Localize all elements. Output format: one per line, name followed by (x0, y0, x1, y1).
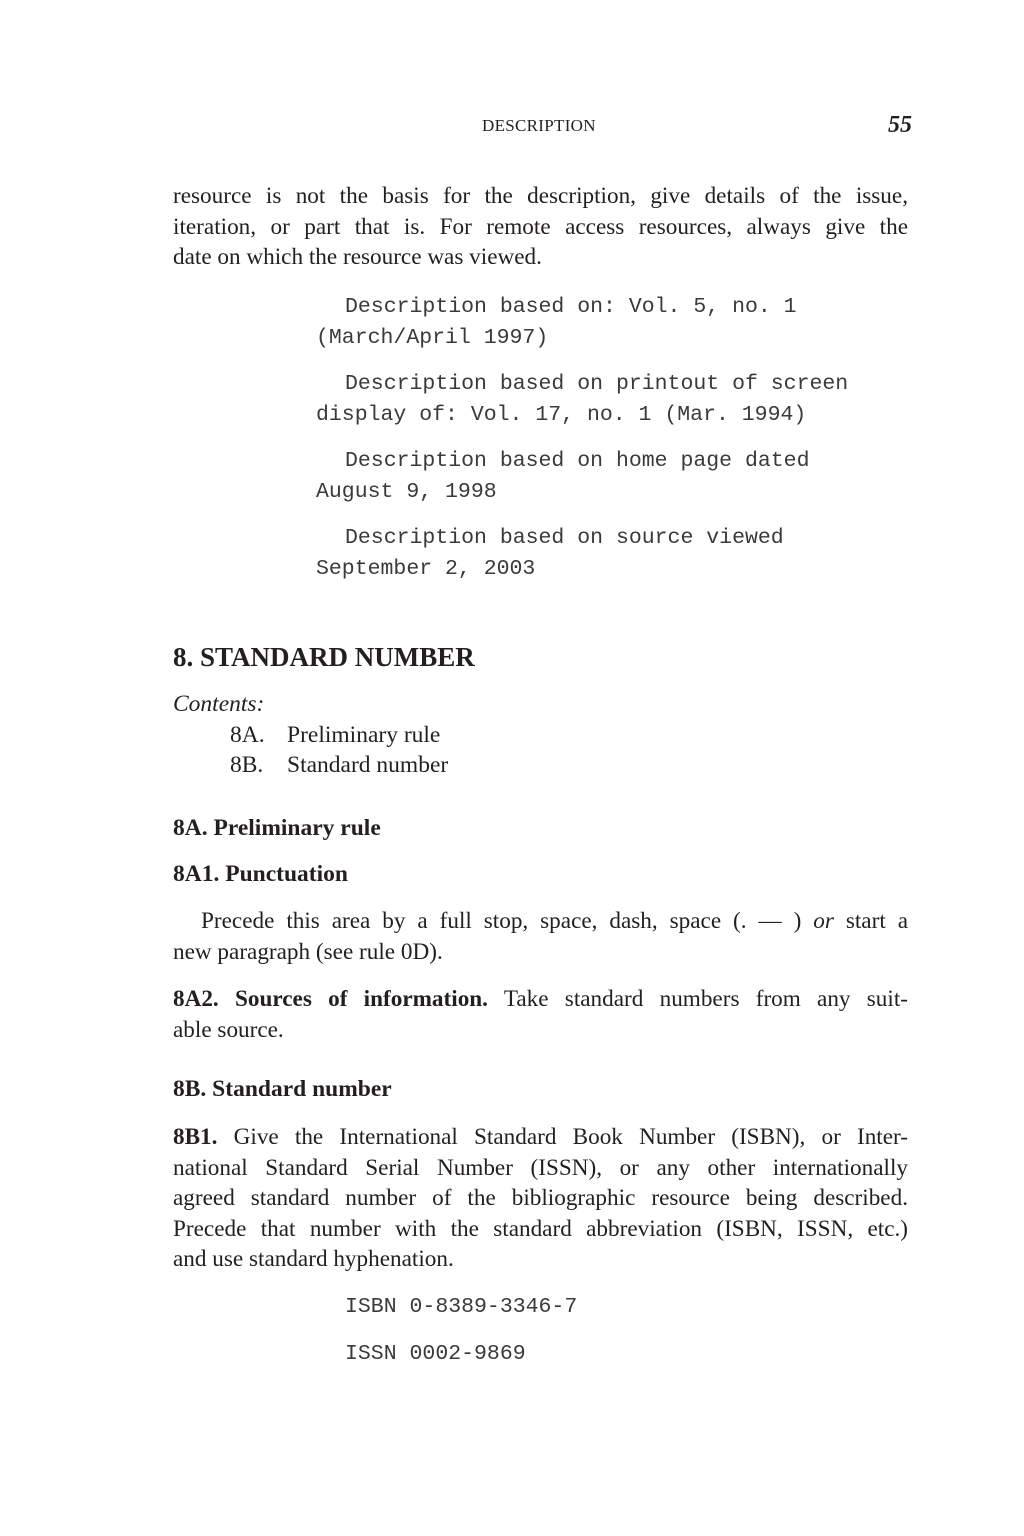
example-issn: ISSN 0002-9869 (345, 1342, 526, 1366)
example-description-3 (316, 446, 809, 508)
example-1-line-2: (March/April 1997) (316, 326, 549, 350)
rule-8a1-line-2: new paragraph (see rule 0D). (173, 938, 443, 965)
rule-8a2-heading: 8A2. Sources of information. (173, 986, 488, 1012)
contents-item-title: Preliminary rule (287, 722, 441, 748)
example-description-1 (316, 292, 797, 354)
contents-label: Contents: (173, 691, 265, 717)
running-head-text: DESCRIPTION (482, 116, 596, 135)
rule-8a-heading: 8A. Preliminary rule (173, 815, 381, 841)
intro-paragraph (173, 181, 908, 273)
example-2-line-2: display of: Vol. 17, no. 1 (Mar. 1994) (316, 403, 807, 427)
rule-8b1-line-1 (173, 1122, 908, 1153)
example-2-line-1: Description based on printout of screen (345, 372, 849, 396)
example-description-2 (316, 369, 848, 431)
example-description-4 (316, 523, 784, 585)
rule-8a1-text-b: start a (845, 908, 908, 934)
rule-8a2-line-1 (173, 984, 908, 1015)
rule-8a1-line-1 (173, 906, 908, 937)
intro-line-1: resource is not the basis for the description, give details of the issue, (173, 183, 908, 209)
rule-8b-heading: 8B. Standard number (173, 1076, 392, 1102)
rule-8b1-line-2: national Standard Serial Number (ISSN), or any other internationally (173, 1154, 908, 1181)
rule-8a1-text-a: Precede this area by a full stop, space, dash, space (. — ) (201, 908, 802, 934)
rule-8b1-text: Give the International Standard Book Number (ISBN), or Inter- (233, 1124, 908, 1150)
contents-item (230, 722, 440, 749)
intro-line-2: iteration, or part that is. For remote access resources, always give the (173, 213, 908, 240)
rule-8b1-line-3: agreed standard number of the bibliographic resource being described. (173, 1185, 908, 1212)
rule-8b1-paragraph (173, 1122, 908, 1275)
rule-8a1-paragraph (173, 906, 908, 967)
contents-item-code: 8B. (230, 752, 264, 778)
contents-item-code: 8A. (230, 722, 265, 748)
page-number: 55 (888, 112, 912, 138)
example-isbn: ISBN 0-8389-3346-7 (345, 1295, 578, 1319)
rule-8a1-or: or (813, 908, 834, 934)
rule-8a2-line-2: able source. (173, 1016, 284, 1043)
rule-8a2-paragraph (173, 984, 908, 1045)
rule-8a2-text: Take standard numbers from any suit- (503, 986, 908, 1012)
example-3-line-2: August 9, 1998 (316, 480, 497, 504)
rule-8b1-line-5: and use standard hyphenation. (173, 1246, 454, 1273)
intro-line-3: date on which the resource was viewed. (173, 244, 542, 271)
rule-8a1-heading: 8A1. Punctuation (173, 861, 348, 887)
example-1-line-1: Description based on: Vol. 5, no. 1 (345, 295, 797, 319)
contents-item-title: Standard number (287, 752, 449, 778)
rule-8b1-line-4: Precede that number with the standard abbreviation (ISBN, ISSN, etc.) (173, 1215, 908, 1242)
example-4-line-2: September 2, 2003 (316, 557, 536, 581)
example-3-line-1: Description based on home page dated (345, 449, 810, 473)
example-4-line-1: Description based on source viewed (345, 526, 784, 550)
rule-8b1-code: 8B1. (173, 1124, 218, 1150)
section-heading: 8. STANDARD NUMBER (173, 642, 475, 672)
contents-item (230, 752, 448, 779)
